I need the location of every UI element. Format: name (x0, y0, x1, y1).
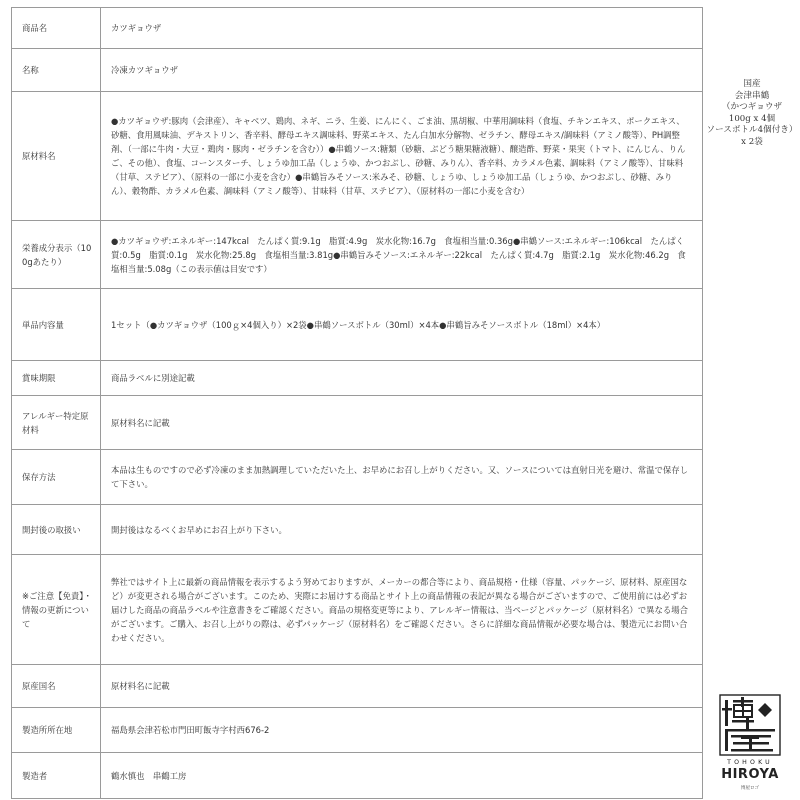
row-label: 製造者 (12, 753, 101, 799)
row-label: 原材料名 (12, 92, 101, 221)
row-value: 原材料名に記載 (101, 665, 703, 708)
product-set-info (706, 79, 798, 148)
table-row (12, 753, 703, 799)
hiroya-logo-mark-icon (719, 694, 781, 756)
side-info-line: 国産 (743, 79, 761, 89)
table-row (12, 361, 703, 396)
table-row (12, 450, 703, 505)
row-value: カツギョウザ (101, 8, 703, 49)
table-row (12, 92, 703, 221)
row-value: 鶴水慎也 串鶴工房 (101, 753, 703, 799)
row-label: 保存方法 (12, 450, 101, 505)
row-label: 製造所所在地 (12, 708, 101, 753)
row-value: 開封後はなるべくお早めにお召上がり下さい。 (101, 505, 703, 555)
product-spec-table (11, 7, 703, 799)
logo-main-text: HIROYA (721, 767, 779, 782)
row-label: 名称 (12, 49, 101, 92)
row-value: ●カツギョウザ:豚肉（会津産）、キャベツ、鶏肉、ネギ、ニラ、生姜、にんにく、ごま油、黒胡椒、中華用調味料（食塩、チキンエキス、ポークエキス、砂糖、食用風味油、デキストリン、香辛料、酵母エキス調味料、野菜エキス、たん白加水分解物、ゼラチン、酵母エキス/調味料（アミノ酸等）、PH調整剤、（一部に牛肉・大豆・鶏肉・豚肉・ゼラチンを含む））●串鶴ソース:糖類（砂糖、ぶどう糖果糖液糖）、醸造酢、野菜・果実（トマト、にんじん、りんご、その他）、食塩、コーンスターチ、しょうゆ加工品（しょうゆ、かつおぶし、砂糖、みりん）、香辛料、カラメル色素、調味料（アミノ酸等）、甘味料（甘草、ステビア）、（原料の一部に小麦を含む）●串鶴旨みそソース:米みそ、砂糖、しょうゆ、しょうゆ加工品（しょうゆ、かつおぶし、砂糖、みりん）、穀物酢、カラメル色素、調味料（アミノ酸等）、甘味料（甘草、ステビア）、（原材料の一部に小麦を含む） (101, 92, 703, 221)
row-value: 弊社ではサイト上に最新の商品情報を表示するよう努めておりますが、メーカーの都合等により、商品規格・仕様（容量、パッケージ、原材料、原産国など）が変更される場合がございます。このため、実際にお届けする商品とサイト上の商品情報の表記が異なる場合がございますので、ご使用前には必ずお届けした商品の商品ラベルや注意書きをご確認ください。商品の規格変更等により、アレルギー情報は、当ページとパッケージ（原材料名）で異なる場合がございます。ご購入、お召し上がりの際は、必ずパッケージ（原材料名）をご確認ください。さらに詳細な商品情報が必要な場合は、製造元にお問い合わせください。 (101, 555, 703, 665)
row-value: 1セット（●カツギョウザ（100ｇ×4個入り）×2袋●串鶴ソースボトル（30ml）×4本●串鶴旨みそソースボトル（18ml）×4本） (101, 289, 703, 361)
row-value: 福島県会津若松市門田町飯寺字村西676-2 (101, 708, 703, 753)
table-row (12, 665, 703, 708)
table-row (12, 555, 703, 665)
row-label: 賞味期限 (12, 361, 101, 396)
row-label: 栄養成分表示（100gあたり） (12, 221, 101, 289)
row-label: 単品内容量 (12, 289, 101, 361)
table-row (12, 505, 703, 555)
table-row (12, 8, 703, 49)
side-info-line: （かつギョウザ (721, 102, 783, 112)
table-row (12, 221, 703, 289)
row-value: 冷凍カツギョウザ (101, 49, 703, 92)
hiroya-logo (712, 694, 788, 796)
row-value: 商品ラベルに別途記載 (101, 361, 703, 396)
row-label: アレルギー特定原材料 (12, 396, 101, 450)
row-label: 商品名 (12, 8, 101, 49)
row-value: 原材料名に記載 (101, 396, 703, 450)
table-row (12, 49, 703, 92)
table-row (12, 708, 703, 753)
row-label: 原産国名 (12, 665, 101, 708)
logo-sub-text: 博屋ロゴ (741, 786, 759, 791)
row-value: ●カツギョウザ:エネルギー:147kcal たんぱく質:9.1g 脂質:4.9g 炭水化物:16.7g 食塩相当量:0.36g●串鶴ソース:エネルギー:106kcal たんぱく質:0.5g 脂質:0.1g 炭水化物:25.8g 食塩相当量:3.81g●串鶴旨みそソース:エネルギー:22kcal たんぱく質:4.7g 脂質:2.1g 炭水化物:46.2g 食塩相当量:5.08g（この表示値は目安です） (101, 221, 703, 289)
side-info-line: 会津串鶴 (734, 90, 770, 101)
side-info-line: ソースボトル4個付き） (706, 125, 798, 135)
table-row (12, 396, 703, 450)
side-info-line: x 2袋 (741, 136, 763, 147)
table-row (12, 289, 703, 361)
row-label: ※ご注意【免責】・情報の更新について (12, 555, 101, 665)
row-value: 本品は生ものですので必ず冷凍のまま加熱調理していただいた上、お早めにお召し上がりください。又、ソースについては直射日光を避け、常温で保存して下さい。 (101, 450, 703, 505)
row-label: 開封後の取扱い (12, 505, 101, 555)
logo-top-text: TOHOKU (727, 759, 773, 766)
side-info-line: 100g x 4個 (728, 113, 776, 124)
